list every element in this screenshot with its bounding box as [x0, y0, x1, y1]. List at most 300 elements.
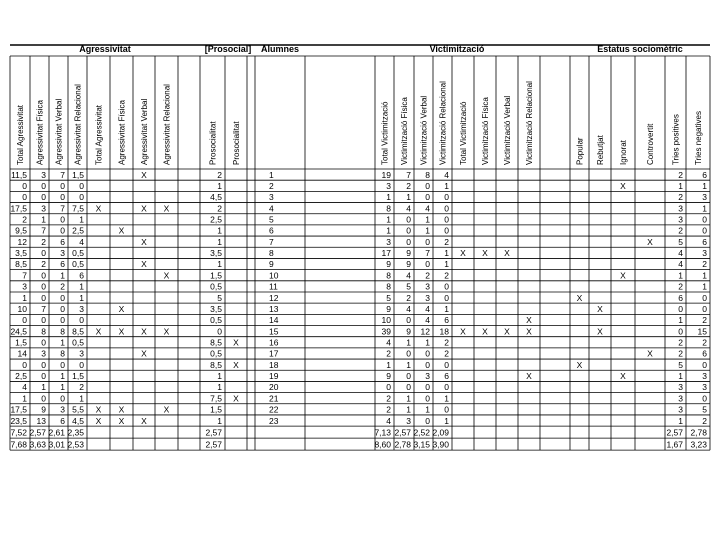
table-cell: 24,5: [10, 326, 27, 337]
table-cell: 6: [702, 169, 707, 180]
table-cell: 1: [425, 337, 430, 348]
table-cell: 8: [60, 348, 65, 359]
table-cell: 19: [381, 169, 391, 180]
table-cell: 2: [60, 281, 65, 292]
table-cell: 2: [217, 203, 222, 214]
table-cell: 5: [269, 214, 274, 225]
table-cell: 6: [60, 259, 65, 270]
table-cell: 0: [41, 248, 46, 259]
table-cell: X: [504, 248, 510, 259]
table-cell: 0: [444, 225, 449, 236]
summary-cell: 2,57: [205, 427, 222, 438]
table-cell: 1: [702, 180, 707, 191]
table-cell: 3: [678, 214, 683, 225]
column-headers: [16, 81, 703, 165]
summary-cell: 3,63: [29, 439, 46, 450]
section-title: Agressivitat: [79, 44, 131, 54]
summary-cell: 3,90: [432, 439, 449, 450]
table-cell: 0: [702, 359, 707, 370]
table-cell: 9: [386, 259, 391, 270]
table-cell: 0: [386, 382, 391, 393]
table-cell: 2: [41, 259, 46, 270]
table-cell: X: [620, 270, 626, 281]
table-cell: X: [95, 404, 102, 415]
table-cell: 1: [217, 236, 222, 247]
table-cell: 5: [217, 292, 222, 303]
column-header: Agressivitat Verbal: [54, 98, 64, 165]
summary-cell: 2,61: [48, 427, 65, 438]
table-cell: 3: [702, 248, 707, 259]
table-cell: 2: [678, 169, 683, 180]
table-cell: 7,5: [72, 203, 84, 214]
table-cell: 3: [678, 382, 683, 393]
table-cell: 3: [702, 192, 707, 203]
table-cell: X: [141, 169, 147, 180]
table-cell: 0: [406, 348, 411, 359]
table-cell: 0: [41, 337, 46, 348]
table-cell: 0: [79, 180, 84, 191]
table-cell: 0,5: [72, 337, 84, 348]
table-cell: 0: [22, 192, 27, 203]
column-header: Agressivitat Física: [35, 100, 45, 165]
table-cell: X: [526, 371, 532, 382]
table-cell: 1: [60, 371, 65, 382]
table-cell: 0: [444, 292, 449, 303]
summary-cell: 3,15: [413, 439, 430, 450]
section-title: [Prosocial]: [204, 44, 252, 54]
table-cell: 3: [678, 203, 683, 214]
table-cell: 0,5: [210, 281, 222, 292]
table-cell: 17,5: [10, 203, 27, 214]
table-cell: 2: [444, 348, 449, 359]
table-cell: X: [163, 203, 170, 214]
table-cell: 9: [386, 371, 391, 382]
table-cell: X: [163, 326, 170, 337]
table-cell: 9: [41, 404, 46, 415]
table-cell: 0: [41, 180, 46, 191]
table-cell: 0: [702, 292, 707, 303]
table-cell: 2,5: [15, 371, 27, 382]
summary-cell: 3,23: [690, 439, 707, 450]
table-cell: 3: [386, 236, 391, 247]
table-cell: 3: [386, 180, 391, 191]
table-cell: 0: [41, 359, 46, 370]
summary-cell: 8,60: [374, 439, 391, 450]
column-header: Victimització Física: [481, 97, 490, 165]
table-cell: 2: [425, 270, 430, 281]
table-cell: 1: [678, 270, 683, 281]
table-cell: 16: [269, 337, 279, 348]
table-cell: 1: [444, 303, 449, 314]
table-cell: 3: [79, 348, 84, 359]
table-cell: 2: [386, 393, 391, 404]
summary-cell: 2,57: [29, 427, 46, 438]
column-header: Victimització Relacional: [525, 81, 534, 165]
table-cell: 9,5: [15, 225, 27, 236]
table-cell: 2: [22, 214, 27, 225]
table-cell: 7: [60, 169, 65, 180]
table-cell: X: [504, 326, 510, 337]
table-cell: 10: [381, 315, 391, 326]
table-cell: X: [233, 393, 239, 404]
table-cell: 0: [425, 236, 430, 247]
summary-cell: 3,01: [48, 439, 65, 450]
table-cell: 3: [79, 303, 84, 314]
table-cell: X: [141, 203, 147, 214]
column-header: Victimització Física: [400, 97, 409, 165]
table-cell: 39: [381, 326, 391, 337]
table-cell: 3: [41, 169, 46, 180]
table-cell: 4: [425, 303, 430, 314]
table-cell: 1: [217, 259, 222, 270]
table-cell: 8,5: [15, 259, 27, 270]
table-cell: 2: [678, 348, 683, 359]
summary-cell: 2,53: [67, 439, 84, 450]
table-cell: X: [118, 415, 125, 426]
column-header: Ignorat: [619, 140, 628, 165]
table-cell: 15: [697, 326, 707, 337]
table-cell: 22: [269, 404, 279, 415]
table-cell: 0,5: [72, 248, 84, 259]
summary-cell: 7,68: [10, 439, 27, 450]
table-cell: 3: [22, 281, 27, 292]
table-cell: 0: [79, 315, 84, 326]
table-cell: 0: [41, 281, 46, 292]
table-cell: 1: [425, 225, 430, 236]
table-cell: X: [118, 404, 125, 415]
section-title: Alumnes: [260, 44, 300, 54]
table-cell: 0: [425, 359, 430, 370]
table-cell: 2: [678, 281, 683, 292]
table-cell: 2: [678, 337, 683, 348]
table-cell: 2: [79, 382, 84, 393]
column-header: Controvertit: [646, 123, 655, 165]
table-cell: 8: [386, 281, 391, 292]
table-cell: 4: [22, 382, 27, 393]
table-cell: 6: [702, 348, 707, 359]
table-cell: 3: [702, 382, 707, 393]
table-cell: 4: [406, 303, 411, 314]
table-cell: 1: [79, 281, 84, 292]
table-cell: 1: [444, 259, 449, 270]
table-cell: 4: [678, 259, 683, 270]
table-cell: 3,5: [15, 248, 27, 259]
table-cell: X: [482, 248, 488, 259]
table-cell: 1: [406, 359, 411, 370]
table-cell: 6: [444, 315, 449, 326]
table-cell: 1: [678, 180, 683, 191]
table-cell: 17: [269, 348, 279, 359]
table-cell: 0: [425, 348, 430, 359]
table-cell: 17,5: [10, 404, 27, 415]
summary-cell: 2,57: [205, 439, 222, 450]
table-cell: X: [118, 326, 125, 337]
table-cell: 0: [406, 225, 411, 236]
table-cell: 4: [425, 203, 430, 214]
table-cell: 1: [217, 225, 222, 236]
table-cell: 1: [60, 382, 65, 393]
table-cell: 1: [406, 404, 411, 415]
table-cell: 7: [41, 225, 46, 236]
table-cell: 7: [406, 169, 411, 180]
table-cell: 2: [444, 270, 449, 281]
table-cell: 0: [406, 315, 411, 326]
column-header: Agressivitat Relacional: [162, 84, 172, 165]
table-cell: 2: [702, 259, 707, 270]
grid-lines: [10, 45, 710, 450]
table-cell: 18: [269, 359, 279, 370]
table-cell: 2: [386, 404, 391, 415]
table-cell: 8,5: [210, 337, 222, 348]
table-cell: 0: [41, 371, 46, 382]
table-cell: 6: [269, 225, 274, 236]
table-cell: 0: [702, 393, 707, 404]
table-cell: 0: [60, 292, 65, 303]
table-cell: 19: [269, 371, 279, 382]
table-cell: 3: [60, 248, 65, 259]
table-cell: 21: [269, 393, 279, 404]
table-cell: 4: [444, 169, 449, 180]
table-cell: 3: [406, 415, 411, 426]
table-cell: X: [95, 203, 102, 214]
column-header: Tries positives: [671, 114, 681, 165]
table-cell: 9: [386, 303, 391, 314]
table-cell: 3: [425, 281, 430, 292]
table-cell: 7: [425, 248, 430, 259]
table-cell: 9: [406, 259, 411, 270]
table-cell: 0: [406, 382, 411, 393]
table-cell: 1: [217, 371, 222, 382]
table-cell: 3: [425, 292, 430, 303]
table-cell: 0: [60, 225, 65, 236]
table-cell: 1: [217, 382, 222, 393]
table-cell: 0: [60, 359, 65, 370]
summary-cell: 7,52: [10, 427, 27, 438]
table-cell: 6: [60, 236, 65, 247]
table-cell: X: [118, 225, 125, 236]
table-cell: 1: [79, 292, 84, 303]
table-cell: 0: [425, 259, 430, 270]
table-cell: 1,5: [15, 337, 27, 348]
table-cell: 4,5: [72, 415, 84, 426]
table-cell: 0: [406, 214, 411, 225]
section-title: Victimització: [429, 44, 485, 54]
table-cell: 2: [269, 180, 274, 191]
table-cell: X: [647, 236, 653, 247]
column-header: Victimització Relacional: [438, 81, 448, 165]
table-cell: 6: [702, 236, 707, 247]
table-cell: X: [118, 303, 125, 314]
column-header: Victimització Verbal: [419, 95, 429, 165]
table-cell: 1: [386, 359, 391, 370]
column-header: Total Agressivitat: [16, 104, 25, 165]
column-header: Agressivitat Física: [117, 100, 127, 165]
table-cell: 11,5: [11, 169, 27, 180]
table-cell: 7: [22, 270, 27, 281]
table-cell: 5: [406, 281, 411, 292]
table-cell: 2: [386, 348, 391, 359]
table-cell: 3: [60, 404, 65, 415]
table-cell: 2: [444, 337, 449, 348]
table-cell: 0: [678, 303, 683, 314]
table-cell: 0: [444, 359, 449, 370]
table-cell: 0: [22, 180, 27, 191]
table-cell: 0: [444, 214, 449, 225]
table-cell: 1: [60, 270, 65, 281]
table-cell: 8,5: [210, 359, 222, 370]
table-cell: 6: [444, 371, 449, 382]
table-cell: 2: [406, 292, 411, 303]
table-cell: 1: [386, 225, 391, 236]
summary-cell: 2,57: [666, 427, 683, 438]
table-cell: 0: [425, 192, 430, 203]
table-cell: 0,5: [210, 315, 222, 326]
table-cell: 1: [425, 214, 430, 225]
table-cell: 0: [41, 315, 46, 326]
table-cell: 3: [678, 404, 683, 415]
summary-cell: 2,09: [432, 427, 449, 438]
table-cell: 0: [425, 415, 430, 426]
table-cell: 4,5: [210, 192, 222, 203]
table-cell: X: [163, 270, 170, 281]
table-cell: 0: [60, 315, 65, 326]
table-cell: 0: [79, 192, 84, 203]
table-cell: 0: [702, 214, 707, 225]
table-cell: X: [95, 326, 102, 337]
table-cell: 1: [678, 315, 683, 326]
table-cell: 4: [386, 337, 391, 348]
table-cell: 2: [678, 225, 683, 236]
column-header: Prosocialitat: [232, 121, 241, 165]
table-cell: 3: [425, 371, 430, 382]
table-cell: 1: [41, 214, 46, 225]
table-cell: X: [597, 326, 603, 337]
table-cell: 9: [406, 326, 411, 337]
table-cell: 23,5: [10, 415, 27, 426]
table-cell: 6: [79, 270, 84, 281]
table-cell: 9: [269, 259, 274, 270]
table-cell: 1: [406, 192, 411, 203]
table-cell: X: [163, 404, 170, 415]
table-cell: 7,5: [210, 393, 222, 404]
table-cell: 4: [269, 203, 274, 214]
table-cell: 1: [22, 292, 27, 303]
table-cell: 0: [60, 192, 65, 203]
table-cell: 1: [425, 404, 430, 415]
table-cell: X: [95, 415, 102, 426]
table-cell: 0: [406, 236, 411, 247]
table-cell: 2: [444, 236, 449, 247]
table-cell: 3: [41, 203, 46, 214]
table-cell: 0: [444, 404, 449, 415]
table-cell: 7: [60, 203, 65, 214]
column-header: Agressivitat Verbal: [140, 98, 149, 165]
table-cell: 1: [406, 393, 411, 404]
table-cell: 0: [60, 180, 65, 191]
table-cell: 0: [22, 315, 27, 326]
table-cell: 1: [702, 270, 707, 281]
table-cell: 0: [702, 225, 707, 236]
table-cell: 8: [60, 326, 65, 337]
table-cell: 1: [444, 393, 449, 404]
section-title: Estatus sociomètric: [597, 44, 683, 54]
table-cell: 0,5: [210, 348, 222, 359]
table-cell: 23: [269, 415, 279, 426]
table-cell: 8: [41, 326, 46, 337]
table-cell: 8: [425, 169, 430, 180]
table-cell: 1: [60, 337, 65, 348]
column-header: Total Victimització: [380, 101, 390, 165]
table-cell: 0: [444, 203, 449, 214]
table-cell: 10: [269, 270, 279, 281]
table-cell: 17: [381, 248, 391, 259]
table-cell: X: [141, 415, 147, 426]
table-cell: 5: [386, 292, 391, 303]
summary-cell: 2,57: [394, 427, 411, 438]
table-cell: 0: [41, 393, 46, 404]
table-cell: 0: [425, 180, 430, 191]
table-cell: X: [647, 348, 653, 359]
table-cell: 12: [420, 326, 430, 337]
table-cell: 8: [386, 203, 391, 214]
column-header: Victimització Verbal: [503, 95, 512, 165]
table-cell: X: [576, 359, 583, 370]
table-cell: 3: [269, 192, 274, 203]
table-cell: 4: [79, 236, 84, 247]
table-cell: 14: [269, 315, 279, 326]
summary-cell: 2,52: [413, 427, 430, 438]
table-cell: 0: [444, 192, 449, 203]
table-cell: 0: [444, 382, 449, 393]
table-cell: 1: [22, 393, 27, 404]
table-cell: X: [482, 326, 488, 337]
table-cell: 12: [17, 236, 27, 247]
table-cell: 1: [217, 180, 222, 191]
table-cell: 2: [678, 192, 683, 203]
table-cell: 1: [702, 203, 707, 214]
table-cell: 5: [702, 404, 707, 415]
table-cell: 2: [41, 236, 46, 247]
summary-cell: 2,78: [690, 427, 707, 438]
table-cell: 1: [444, 415, 449, 426]
table-cell: 0: [444, 281, 449, 292]
table-cell: 20: [269, 382, 279, 393]
column-header: Tries negatives: [694, 111, 703, 165]
table-cell: 3: [702, 371, 707, 382]
table-cell: 0: [41, 192, 46, 203]
table-cell: 5: [678, 359, 683, 370]
column-header: Total Agressivitat: [94, 104, 104, 165]
table-cell: X: [597, 303, 603, 314]
table-cell: 4: [406, 203, 411, 214]
table-cell: 13: [36, 415, 46, 426]
table-cell: 15: [269, 326, 279, 337]
table-cell: 0: [60, 393, 65, 404]
table-cell: 1: [269, 169, 274, 180]
table-cell: 2: [217, 169, 222, 180]
table-cell: X: [141, 348, 147, 359]
table-cell: X: [233, 337, 239, 348]
table-cell: 0: [425, 382, 430, 393]
column-header: Rebutjat: [596, 135, 605, 165]
table-cell: 0: [678, 326, 683, 337]
table-cell: 9: [406, 248, 411, 259]
table-cell: 18: [439, 326, 449, 337]
table-cell: X: [233, 359, 239, 370]
table-cell: 1: [678, 415, 683, 426]
table-cell: 4: [406, 270, 411, 281]
table-cell: X: [526, 326, 532, 337]
